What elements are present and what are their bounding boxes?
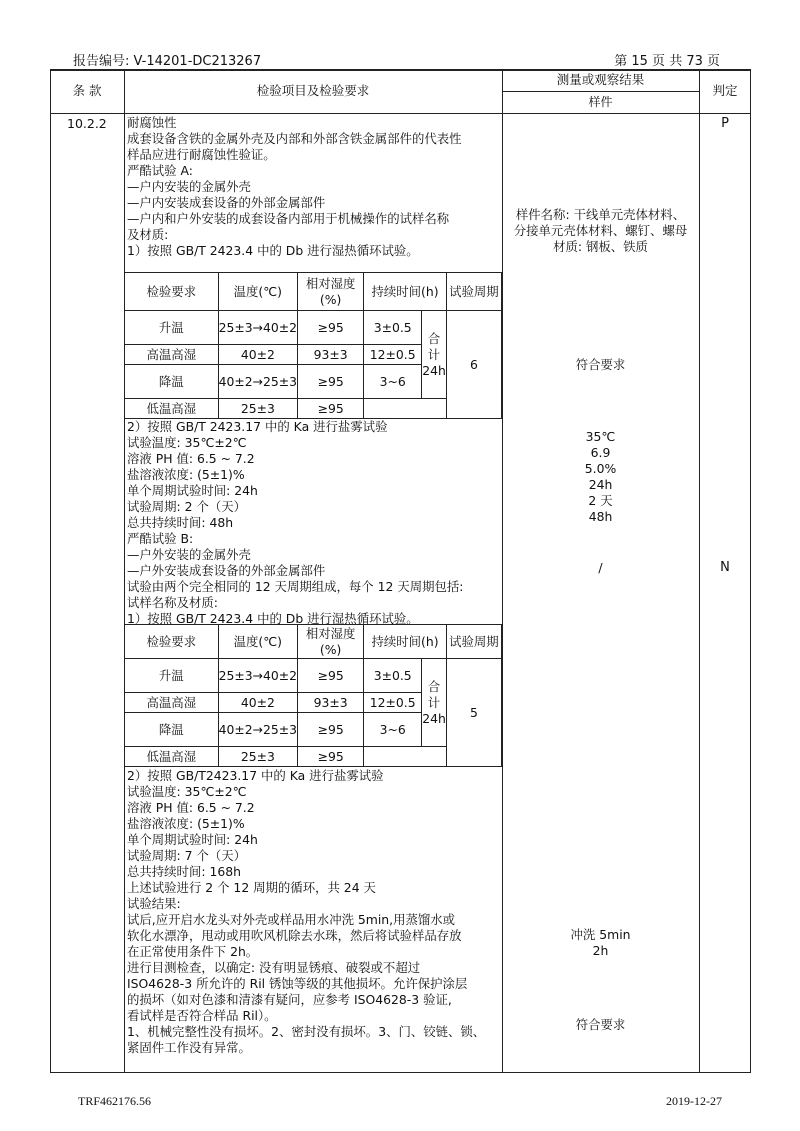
total-duration: 合计24h xyxy=(422,311,447,399)
requirement-line: 软化水漂净，甩动或用吹风机除去水珠，然后将试验样品存放 xyxy=(127,928,462,943)
result-line: 35℃ xyxy=(585,429,616,444)
table-cell: ≥95 xyxy=(298,659,364,693)
result-line: 24h xyxy=(588,477,613,492)
table-cell: 高温高湿 xyxy=(125,693,219,713)
requirement-line: 总共持续时间: 168h xyxy=(127,864,241,879)
col-header: 持续时间(h) xyxy=(364,625,447,659)
header-verdict: 判定 xyxy=(712,83,738,98)
requirement-line: 盐溶液浓度: (5±1)% xyxy=(127,467,245,482)
header-sample: 样件 xyxy=(588,95,613,109)
table-cell: ≥95 xyxy=(298,311,364,345)
result-line: 材质: 钢板、铁质 xyxy=(553,239,648,254)
total-duration: 合计24h xyxy=(422,659,447,747)
requirement-line: —户外安装的金属外壳 xyxy=(127,547,251,562)
result-line: 样件名称: 干线单元壳体材料、 xyxy=(515,207,686,222)
requirement-line: 总共持续时间: 48h xyxy=(127,515,234,530)
clause-number: 10.2.2 xyxy=(67,116,107,131)
requirement-block-c xyxy=(127,768,502,1056)
page-info: 第 15 页 共 73 页 xyxy=(614,54,720,69)
result-line: 2h xyxy=(592,943,609,958)
requirement-line: 试验结果: xyxy=(127,896,181,911)
header-result: 测量或观察结果 xyxy=(556,72,645,87)
requirement-line: —户外安装成套设备的外部金属部件 xyxy=(127,563,326,578)
table-cell: 降温 xyxy=(125,713,219,747)
table-cell: ≥95 xyxy=(298,747,364,767)
col-header: 检验要求 xyxy=(125,273,219,311)
header-requirement: 检验项目及检验要求 xyxy=(256,83,370,98)
table-cell: 40±2→25±3 xyxy=(218,713,297,747)
table-cell: 12±0.5 xyxy=(364,345,422,365)
requirement-line: 2）按照 GB/T 2423.17 中的 Ka 进行盐雾试验 xyxy=(127,419,388,434)
requirement-line: 在正常使用条件下 2h。 xyxy=(127,944,259,959)
requirement-block-a xyxy=(127,115,502,259)
result-line: 48h xyxy=(588,509,613,524)
salt-spray-results xyxy=(502,429,699,525)
damp-heat-table-b xyxy=(124,624,502,767)
table-cell xyxy=(364,399,447,419)
table-cell: ≥95 xyxy=(298,399,364,419)
requirement-line: 溶液 PH 值: 6.5 ~ 7.2 xyxy=(127,800,255,815)
form-number: TRF462176.56 xyxy=(78,1094,152,1108)
result-slash: / xyxy=(598,560,603,575)
requirement-line: —户内和户外安装的成套设备内部用于机械操作的试样名称 xyxy=(127,211,450,226)
requirement-line: 试验由两个完全相同的 12 天周期组成，每个 12 天周期包括: xyxy=(127,579,464,594)
table-cell: 3±0.5 xyxy=(364,311,422,345)
sample-description xyxy=(502,207,699,255)
requirement-line: 试验周期: 7 个（天） xyxy=(127,848,247,863)
requirement-block-b xyxy=(127,419,502,627)
damp-heat-table-a xyxy=(124,272,502,419)
table-cell: 25±3→40±2 xyxy=(218,659,297,693)
requirement-line: 试验温度: 35℃±2℃ xyxy=(127,435,247,450)
table-cell: 升温 xyxy=(125,659,219,693)
table-cell xyxy=(364,747,447,767)
requirement-line: 试后,应开启水龙头对外壳或样品用水冲洗 5min,用蒸馏水或 xyxy=(127,912,456,927)
result-conform-1: 符合要求 xyxy=(575,357,626,372)
table-cell: 升温 xyxy=(125,311,219,345)
divider-clause xyxy=(124,69,125,1073)
requirement-line: 看试样是否符合样品 Ril）。 xyxy=(127,1008,277,1023)
table-cell: 高温高湿 xyxy=(125,345,219,365)
col-header: 试验周期 xyxy=(446,625,501,659)
requirement-line: 及材质: xyxy=(127,227,169,242)
table-cell: 12±0.5 xyxy=(364,693,422,713)
result-line: 2 天 xyxy=(588,493,613,508)
col-header: 温度(℃) xyxy=(218,273,297,311)
requirement-line: 紧固件工作没有异常。 xyxy=(127,1040,251,1055)
requirement-line: 耐腐蚀性 xyxy=(127,115,177,130)
result-line: 5.0% xyxy=(584,461,617,476)
table-cell: 93±3 xyxy=(298,693,364,713)
issue-date: 2019-12-27 xyxy=(666,1094,722,1108)
requirement-line: 1）按照 GB/T 2423.4 中的 Db 进行湿热循环试验。 xyxy=(127,611,419,626)
requirement-line: 试验温度: 35℃±2℃ xyxy=(127,784,247,799)
table-cell: ≥95 xyxy=(298,365,364,399)
table-cell: 低温高湿 xyxy=(125,399,219,419)
col-header: 温度(℃) xyxy=(218,625,297,659)
result-conform-2: 符合要求 xyxy=(575,1017,626,1032)
requirement-line: 严酷试验 B: xyxy=(127,531,194,546)
requirement-line: —户内安装的金属外壳 xyxy=(127,179,251,194)
table-cell: 3±0.5 xyxy=(364,659,422,693)
verdict-n: N xyxy=(720,560,730,575)
requirement-line: 1、机械完整性没有损坏。2、密封没有损坏。3、门、铰链、锁、 xyxy=(127,1024,486,1039)
requirement-line: 2）按照 GB/T2423.17 中的 Ka 进行盐雾试验 xyxy=(127,768,384,783)
requirement-line: 单个周期试验时间: 24h xyxy=(127,832,258,847)
header-clause: 条 款 xyxy=(72,83,102,98)
cycle-count: 5 xyxy=(446,659,501,767)
requirement-line: 严酷试验 A: xyxy=(127,163,193,178)
report-number: 报告编号: V-14201-DC213267 xyxy=(73,54,262,69)
requirement-line: 溶液 PH 值: 6.5 ~ 7.2 xyxy=(127,451,255,466)
col-header: 检验要求 xyxy=(125,625,219,659)
table-cell: 25±3→40±2 xyxy=(218,311,297,345)
result-line: 冲洗 5min xyxy=(570,927,631,942)
col-header: 相对湿度(%) xyxy=(298,625,364,659)
cycle-count: 6 xyxy=(446,311,501,419)
table-cell: 低温高湿 xyxy=(125,747,219,767)
table-cell: 40±2 xyxy=(218,345,297,365)
table-cell: 25±3 xyxy=(218,399,297,419)
table-cell: ≥95 xyxy=(298,713,364,747)
header-bottom-rule xyxy=(50,113,751,114)
requirement-line: 成套设备含铁的金属外壳及内部和外部含铁金属部件的代表性 xyxy=(127,131,462,146)
requirement-line: 的损坏（如对色漆和清漆有疑问，应参考 ISO4628-3 验证, xyxy=(127,992,452,1007)
table-cell: 3~6 xyxy=(364,365,422,399)
rinse-results xyxy=(502,927,699,959)
requirement-line: 上述试验进行 2 个 12 周期的循环，共 24 天 xyxy=(127,880,376,895)
col-header: 试验周期 xyxy=(446,273,501,311)
result-line: 分接单元壳体材料、螺钉、螺母 xyxy=(513,223,688,238)
table-cell: 25±3 xyxy=(218,747,297,767)
requirement-line: —户内安装成套设备的外部金属部件 xyxy=(127,195,326,210)
header-sub-rule xyxy=(502,91,699,92)
requirement-line: ISO4628-3 所允许的 Ril 锈蚀等级的其他损坏。允许保护涂层 xyxy=(127,976,468,991)
table-cell: 3~6 xyxy=(364,713,422,747)
table-cell: 降温 xyxy=(125,365,219,399)
table-cell: 93±3 xyxy=(298,345,364,365)
requirement-line: 试样名称及材质: xyxy=(127,595,218,610)
col-header: 相对湿度(%) xyxy=(298,273,364,311)
requirement-line: 单个周期试验时间: 24h xyxy=(127,483,258,498)
requirement-line: 试验周期: 2 个（天） xyxy=(127,499,247,514)
requirement-line: 进行目测检查，以确定: 没有明显锈痕、破裂或不超过 xyxy=(127,960,421,975)
table-cell: 40±2 xyxy=(218,693,297,713)
requirement-line: 盐溶液浓度: (5±1)% xyxy=(127,816,245,831)
table-cell: 40±2→25±3 xyxy=(218,365,297,399)
col-header: 持续时间(h) xyxy=(364,273,447,311)
verdict-p: P xyxy=(721,116,729,131)
requirement-line: 样品应进行耐腐蚀性验证。 xyxy=(127,147,276,162)
result-line: 6.9 xyxy=(590,445,611,460)
requirement-line: 1）按照 GB/T 2423.4 中的 Db 进行湿热循环试验。 xyxy=(127,243,419,258)
